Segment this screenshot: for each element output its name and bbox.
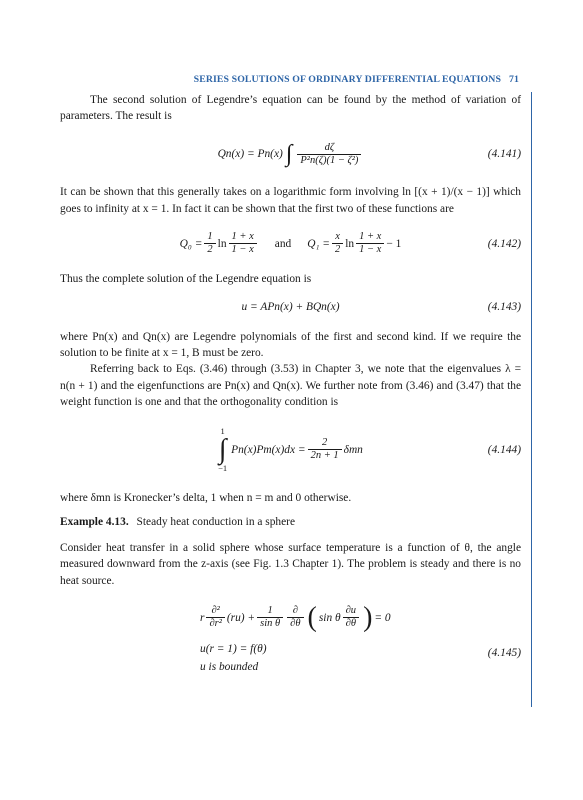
- equation-number-4-145: (4.145): [487, 646, 521, 659]
- eq4144-num: 2: [321, 437, 328, 449]
- eq4143-text: u = APn(x) + BQn(x): [241, 300, 340, 313]
- eq4142-xhalf: [332, 231, 343, 256]
- eq4145-d1-den: ∂r²: [206, 617, 224, 630]
- eq4145-rhs: = 0: [374, 611, 391, 624]
- running-title: SERIES SOLUTIONS OF ORDINARY DIFFERENTIAL EQUATIONS: [193, 74, 501, 85]
- page-number: 71: [509, 74, 519, 85]
- eq4145-d3-den: ∂θ: [287, 617, 303, 630]
- eq4145-pde: [200, 599, 521, 637]
- equation-number-4-141: (4.141): [487, 148, 521, 161]
- equation-4-143: [60, 297, 521, 317]
- eq4145-d4-den: ∂θ: [343, 617, 359, 630]
- paragraph-legendre-polynomials: where Pn(x) and Qn(x) are Legendre polynomials of the first and second kind. If we require the solution to be finite at x = 1, B must be zero.: [60, 330, 521, 360]
- eq4142-ratio-num: 1 + x: [231, 231, 254, 243]
- eq4145-ddtheta: [287, 605, 303, 630]
- eq4141-lhs: Qn(x) = Pn(x): [217, 148, 283, 161]
- equation-4-141: [60, 132, 521, 176]
- eq4142-half: [204, 231, 215, 256]
- example-heading: [60, 514, 521, 530]
- integral-sign: ∫: [285, 141, 293, 168]
- eq4145-r: r: [200, 611, 205, 624]
- eq4142-ln: ln: [217, 237, 227, 250]
- eq4144-delta: δmn: [343, 443, 363, 456]
- eq4145-d2dr2: [206, 605, 224, 630]
- eq4145-ru: (ru) +: [226, 611, 256, 624]
- eq4142-ratio2: [356, 231, 384, 256]
- paragraph-heat-transfer: Consider heat transfer in a solid sphere whose surface temperature is a function of θ, the angle measured downward from the z-axis (see Fig. 1.3 Chapter 1). The problem is steady and there is no heat source.: [60, 542, 521, 587]
- eq4142-and: and: [274, 237, 292, 250]
- eq4142-tail: − 1: [386, 237, 402, 250]
- example-title: Steady heat conduction in a sphere: [136, 516, 295, 529]
- equation-4-142: [60, 225, 521, 263]
- eq4142-q1: Q₁ =: [307, 237, 330, 250]
- equation-number-4-142: (4.142): [487, 237, 521, 250]
- eq4145-d4-num: ∂u: [345, 605, 357, 617]
- eq4144-fraction: [308, 437, 342, 462]
- eq4145-d3-num: ∂: [292, 605, 298, 617]
- paragraph-variation-of-parameters: The second solution of Legendre’s equation can be found by the method of variation of parameters. The result is: [60, 94, 521, 123]
- paragraph-complete-solution: Thus the complete solution of the Legendre equation is: [60, 272, 312, 285]
- integral-lower-limit: −1: [218, 462, 228, 473]
- equation-4-145: [60, 599, 521, 675]
- eq4145-bounded-condition: u is bounded: [200, 661, 259, 673]
- equation-number-4-144: (4.144): [487, 443, 521, 456]
- eq4145-boundary-condition: u(r = 1) = f(θ): [200, 642, 267, 655]
- definite-integral-sign: 1 ∫ −1: [218, 426, 228, 473]
- eq4145-d1-num: ∂²: [211, 605, 220, 617]
- eq4142-q0: Q₀ =: [179, 237, 203, 250]
- equation-number-4-143: (4.143): [487, 300, 521, 313]
- eq4144-den: 2n + 1: [308, 449, 342, 462]
- eq4145-dudtheta: [343, 605, 359, 630]
- left-paren: (: [307, 601, 317, 633]
- paragraph-kronecker: where δmn is Kronecker’s delta, 1 when n = m and 0 otherwise.: [60, 491, 352, 504]
- eq4141-fraction: [297, 142, 361, 167]
- eq4142-xhalf-den: 2: [332, 243, 343, 256]
- eq4141-numerator: dζ: [324, 141, 335, 153]
- eq4142-ln2: ln: [345, 237, 355, 250]
- right-paren: ): [363, 601, 373, 633]
- paragraph-eigenvalues: Referring back to Eqs. (3.46) through (3.53) in Chapter 3, we note that the eigenvalues λ = n(n + 1) and the eigenfunctions are Pn(x) and Qn(x). We further note from (3.46) and (3.47) that the weight function is one and that the orthogonality condition is: [60, 363, 521, 408]
- eq4141-denominator: P²n(ζ)(1 − ζ²): [297, 154, 361, 167]
- eq4145-sin: sin θ: [318, 611, 341, 624]
- page-body: [60, 92, 521, 675]
- eq4142-ratio-den: 1 − x: [229, 243, 257, 256]
- example-label: Example 4.13.: [60, 516, 129, 529]
- eq4145-d2-den: sin θ: [257, 617, 283, 630]
- integral-upper-limit: 1: [220, 426, 225, 437]
- eq4145-inv-sin: [257, 605, 283, 630]
- running-header: [0, 73, 519, 87]
- eq4142-ratio: [229, 231, 257, 256]
- eq4142-half-den: 2: [204, 243, 215, 256]
- eq4145-d2-num: 1: [267, 605, 273, 617]
- margin-rule: [531, 92, 532, 707]
- eq4142-ratio2-num: 1 + x: [359, 231, 382, 243]
- paragraph-logarithmic-form: It can be shown that this generally takes on a logarithmic form involving ln [(x + 1)/(x − 1)] which goes to infinity at x = 1. In fact it can be shown that the first two of these functions are: [60, 186, 521, 215]
- eq4142-ratio2-den: 1 − x: [356, 243, 384, 256]
- eq4142-xhalf-num: x: [335, 231, 340, 243]
- eq4144-integrand: Pn(x)Pm(x)dx =: [231, 443, 306, 456]
- eq4142-half-num: 1: [207, 231, 213, 243]
- equation-4-144: [60, 418, 521, 482]
